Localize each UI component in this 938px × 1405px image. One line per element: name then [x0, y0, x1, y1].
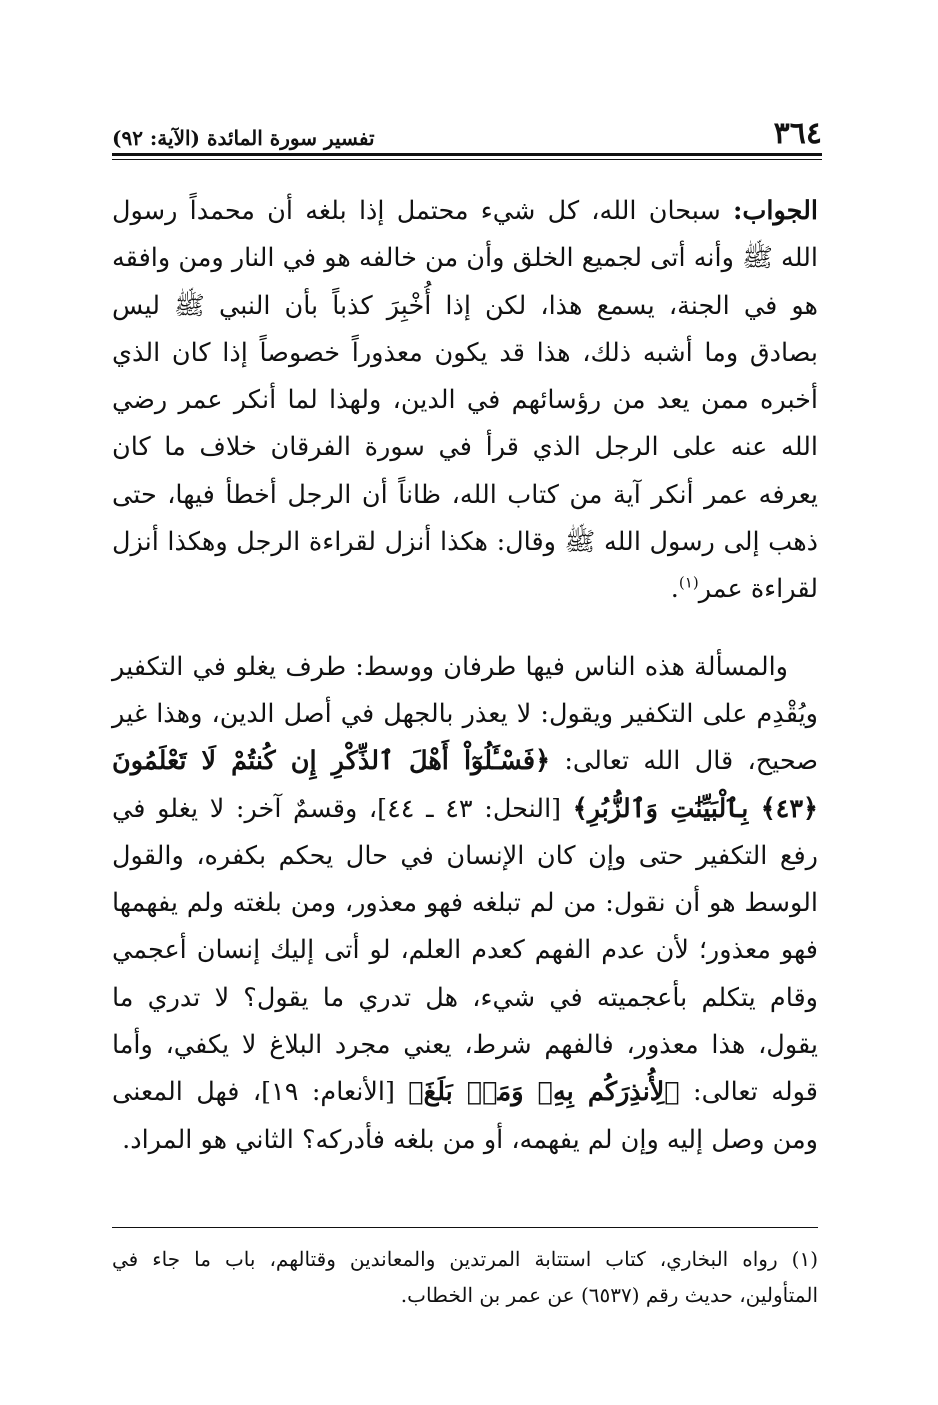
paragraph-answer — [112, 188, 818, 614]
footnotes — [112, 1241, 818, 1313]
answer-label: الجواب: — [733, 196, 818, 226]
quran-verse-2: ﴿لِأُنذِرَكُم بِهِۦ وَمَنۢ بَلَغَ﴾ — [408, 1077, 680, 1108]
answer-text: سبحان الله، كل شيء محتمل إذا بلغه أن محمداً رسول الله ﷺ وأنه أتى لجميع الخلق وأن من خالفه هو في النار ومن وافقه هو في الجنة، يسمع هذا، لكن إذا أُخْبِرَ كذباً بأن النبي ﷺ ليس بصادق وما أشبه ذلك، هذا قد يكون معذوراً خصوصاً إذا كان الذي أخبره ممن يعد من رؤسائهم في الدين، ولهذا لما أنكر عمر رضي الله عنه على الرجل الذي قرأ في سورة الفرقان خلاف ما كان يعرفه عمر أنكر آية من كتاب الله، ظاناً أن الرجل أخطأ فيها، حتى ذهب إلى رسول الله ﷺ وقال: هكذا أنزل لقراءة الرجل وهكذا أنزل لقراءة عمر — [112, 196, 818, 605]
main-text — [112, 188, 818, 1164]
footnote-ref[interactable]: (١) — [678, 573, 699, 592]
issue-text-2: [النحل: ٤٣ ـ ٤٤]، وقسمٌ آخر: لا يغلو في رفع التكفير حتى وإن كان الإنسان في حال يحكم بكفره، والقول الوسط هو أن نقول: من لم تبلغه فهو معذور، ومن بلغته ولم يفهمها فهو معذور؛ لأن عدم الفهم كعدم العلم، لو أتى إليك إنسان أعجمي وقام يتكلم بأعجميته في شيء، هل تدري ما يقول؟ لا تدري ما يقول، هذا معذور، فالفهم شرط، يعني مجرد البلاغ لا يكفي، وأما قوله تعالى: — [112, 793, 819, 1108]
footnote-item — [112, 1241, 818, 1313]
footnote-marker: (١) — [791, 1247, 819, 1271]
footnote-rule — [112, 1227, 818, 1228]
page-number: ٣٦٤ — [773, 116, 822, 151]
header-rule-thick — [112, 153, 822, 156]
paragraph-issue — [112, 644, 818, 1164]
issue-text-1: والمسألة هذه الناس فيها طرفان ووسط: طرف يغلو في التكفير ويُقْدِم على التكفير ويقول: لا يعذر بالجهل في أصل الدين، وهذا غير صحيح، قال الله تعالى: — [112, 651, 818, 777]
answer-end: . — [670, 574, 679, 605]
issue-text-3: [الأنعام: ١٩]، فهل المعنى ومن وصل إليه وإن لم يفهمه، أو من بلغه فأدركه؟ الثاني هو المراد. — [112, 1077, 818, 1155]
quran-verse-1: ﴿فَسْـَٔلُوٓاْ أَهْلَ ٱلذِّكْرِ إِن كُنتُمْ لَا تَعْلَمُونَ ﴿٤٣﴾ بِٱلْبَيِّنَٰتِ وَٱلزُّبُرِ﴾ — [112, 746, 818, 824]
footnote-text: رواه البخاري، كتاب استتابة المرتدين والمعاندين وقتالهم، باب ما جاء في المتأولين، حديث رقم (٦٥٣٧) عن عمر بن الخطاب. — [112, 1247, 818, 1307]
header-rule-thin — [112, 159, 822, 160]
page-header — [112, 112, 822, 152]
running-title: تفسير سورة المائدة (الآية: ٩٢) — [112, 126, 375, 150]
